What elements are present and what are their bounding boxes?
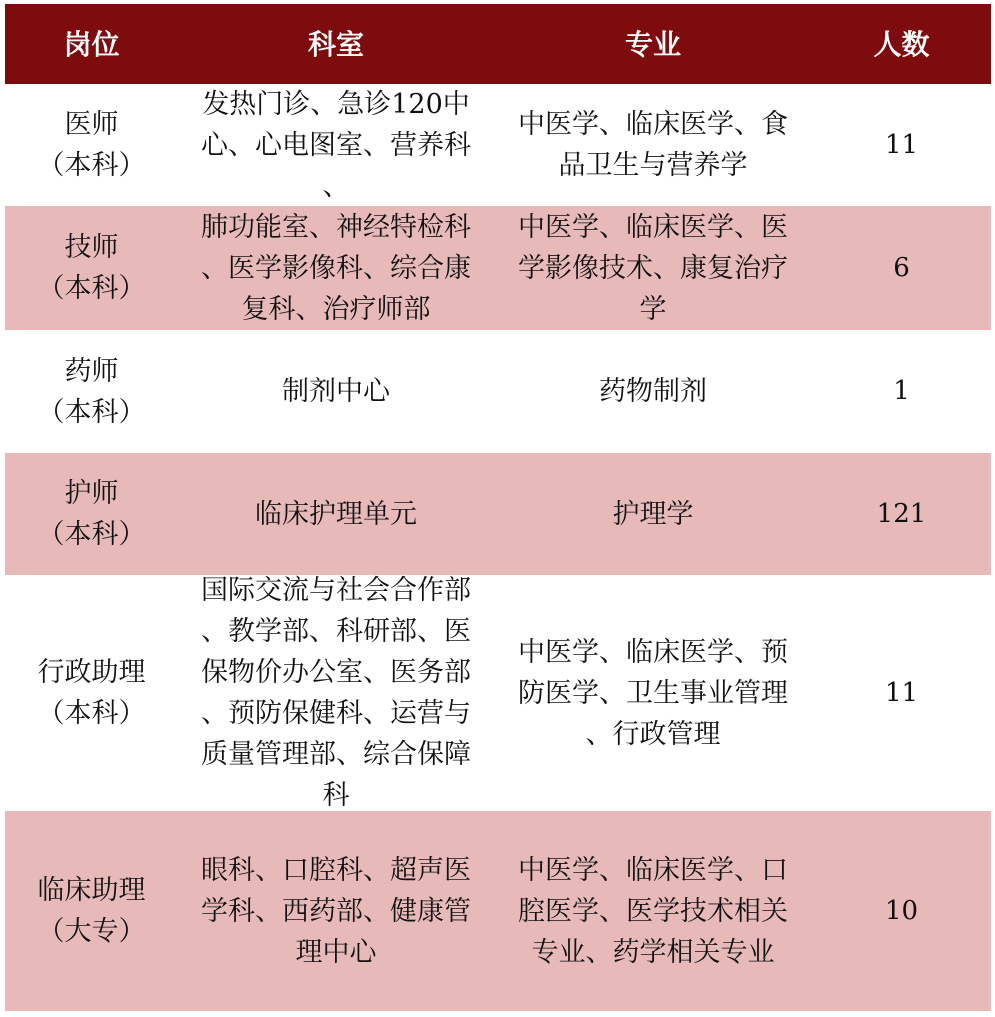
table-row: [5, 811, 991, 1011]
position-cell: 技师 （本科）: [37, 232, 146, 304]
header-department: 科室: [307, 27, 364, 61]
department-cell: 发热门诊、急诊120中 心、心电图室、营养科 、: [201, 88, 471, 202]
major-cell: 护理学: [612, 498, 694, 530]
position-cell: 临床助理 （大专）: [37, 875, 146, 947]
count-cell: 11: [884, 129, 919, 160]
header-major: 专业: [624, 27, 681, 61]
department-cell: 国际交流与社会合作部 、教学部、科研部、医 保物价办公室、医务部 、预防保健科、运营与 质量管理部、综合保障 科: [201, 575, 471, 811]
table-row: [5, 84, 991, 206]
table-row: [5, 453, 991, 575]
major-cell: 中医学、临床医学、食 品卫生与营养学: [518, 109, 788, 181]
header-count: 人数: [873, 27, 930, 61]
count-cell: 121: [876, 498, 927, 529]
department-cell: 制剂中心: [282, 376, 390, 407]
recruitment-table: [5, 4, 991, 1011]
table-row: [5, 330, 991, 453]
header-position: 岗位: [63, 27, 120, 61]
position-cell: 药师 （本科）: [37, 355, 146, 428]
position-cell: 行政助理 （本科）: [37, 657, 146, 729]
major-cell: 中医学、临床医学、医 学影像技术、康复治疗 学: [518, 211, 788, 325]
position-cell: 护师 （本科）: [37, 478, 146, 550]
major-cell: 中医学、临床医学、口 腔医学、医学技术相关 专业、药学相关专业: [518, 854, 788, 968]
count-cell: 1: [893, 376, 910, 406]
major-cell: 药物制剂: [599, 376, 707, 407]
department-cell: 临床护理单元: [255, 498, 417, 530]
position-cell: 医师 （本科）: [37, 109, 146, 181]
count-cell: 10: [884, 895, 919, 926]
table-row: [5, 575, 991, 811]
department-cell: 眼科、口腔科、超声医 学科、西药部、健康管 理中心: [201, 854, 471, 968]
department-cell: 肺功能室、神经特检科 、医学影像科、综合康 复科、治疗师部: [201, 211, 471, 325]
table-header: [5, 4, 991, 84]
table-row: [5, 206, 991, 330]
count-cell: 11: [884, 677, 919, 708]
major-cell: 中医学、临床医学、预 防医学、卫生事业管理 、行政管理: [518, 636, 788, 750]
count-cell: 6: [893, 252, 910, 283]
